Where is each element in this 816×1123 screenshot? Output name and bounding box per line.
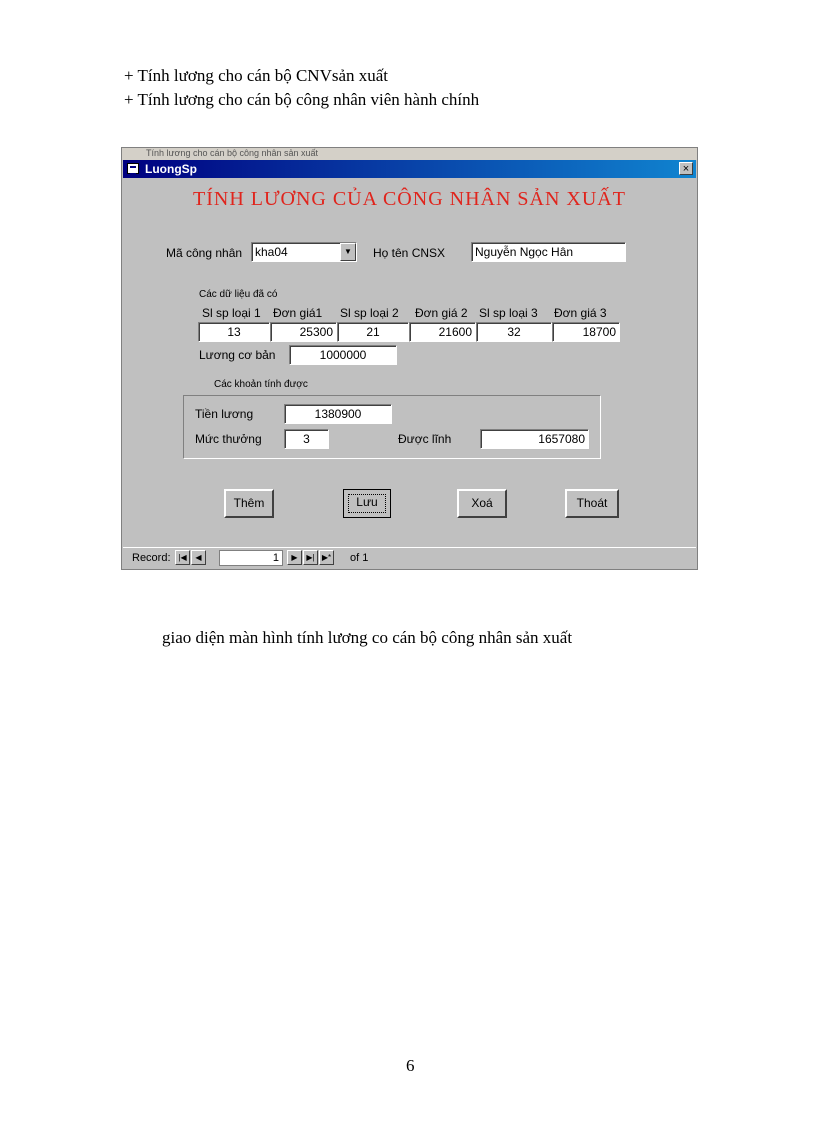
col-don-gia-1: Đơn giá1 [273,306,323,320]
doc-line-1: + Tính lương cho cán bộ CNVsản xuất [124,66,389,85]
don-gia-2-field[interactable]: 21600 [409,322,476,342]
sl-loai-3-field[interactable]: 32 [476,322,552,342]
existing-data-label: Các dữ liệu đã có [199,289,278,300]
last-record-icon[interactable]: ▶| [303,550,318,565]
record-number-field[interactable]: 1 [219,550,283,566]
background-window-title: Tính lương cho cán bộ công nhân sản xuất [146,148,319,158]
luongsp-window [121,147,698,570]
form-icon [127,163,139,174]
title-bar[interactable] [123,160,696,178]
ma-cong-nhan-value: kha04 [255,245,288,259]
luong-co-ban-label: Lương cơ bản [199,348,276,362]
ma-cong-nhan-combo[interactable] [251,242,357,262]
don-gia-1-field[interactable]: 25300 [270,322,337,342]
sl-loai-1-field[interactable]: 13 [198,322,270,342]
record-label: Record: [132,552,171,564]
col-sl-loai-2: Sl sp loại 2 [340,306,399,320]
next-record-icon[interactable]: ▶ [287,550,302,565]
col-sl-loai-3: Sl sp loại 3 [479,306,538,320]
luu-button[interactable]: Lưu [343,489,391,518]
them-button[interactable]: Thêm [224,489,274,518]
dropdown-arrow-icon[interactable]: ▼ [340,243,356,261]
first-record-icon[interactable]: |◀ [175,550,190,565]
ho-ten-label: Họ tên CNSX [373,246,446,260]
figure-caption: giao diện màn hình tính lương co cán bộ công nhân sản xuất [162,628,573,647]
computed-group [183,395,601,459]
prev-record-icon[interactable]: ◀ [191,550,206,565]
thoat-button[interactable]: Thoát [565,489,619,518]
duoc-linh-field[interactable]: 1657080 [480,429,589,449]
new-record-icon[interactable]: ▶* [319,550,334,565]
duoc-linh-label: Được lĩnh [398,432,452,446]
don-gia-3-field[interactable]: 18700 [552,322,620,342]
muc-thuong-label: Mức thưởng [195,432,262,446]
ho-ten-field[interactable]: Nguyễn Ngọc Hân [471,242,626,262]
ma-cong-nhan-label: Mã công nhân [166,246,243,260]
computed-label: Các khoản tính được [214,379,308,390]
background-window-strip [122,148,697,160]
form-heading: TÍNH LƯƠNG CỦA CÔNG NHÂN SẢN XUẤT [193,188,626,210]
page-number: 6 [406,1056,415,1075]
xoa-button[interactable]: Xoá [457,489,507,518]
tien-luong-label: Tiền lương [195,407,254,421]
tien-luong-field[interactable]: 1380900 [284,404,392,424]
col-sl-loai-1: Sl sp loại 1 [202,306,261,320]
col-don-gia-3: Đơn giá 3 [554,306,607,320]
window-title: LuongSp [145,162,197,176]
doc-line-2: + Tính lương cho cán bộ công nhân viên hành chính [124,90,480,109]
col-don-gia-2: Đơn giá 2 [415,306,468,320]
record-navigation-bar [123,547,696,568]
record-count: of 1 [350,552,369,564]
close-icon[interactable]: × [679,162,693,175]
sl-loai-2-field[interactable]: 21 [337,322,409,342]
luong-co-ban-field[interactable]: 1000000 [289,345,397,365]
muc-thuong-field[interactable]: 3 [284,429,329,449]
